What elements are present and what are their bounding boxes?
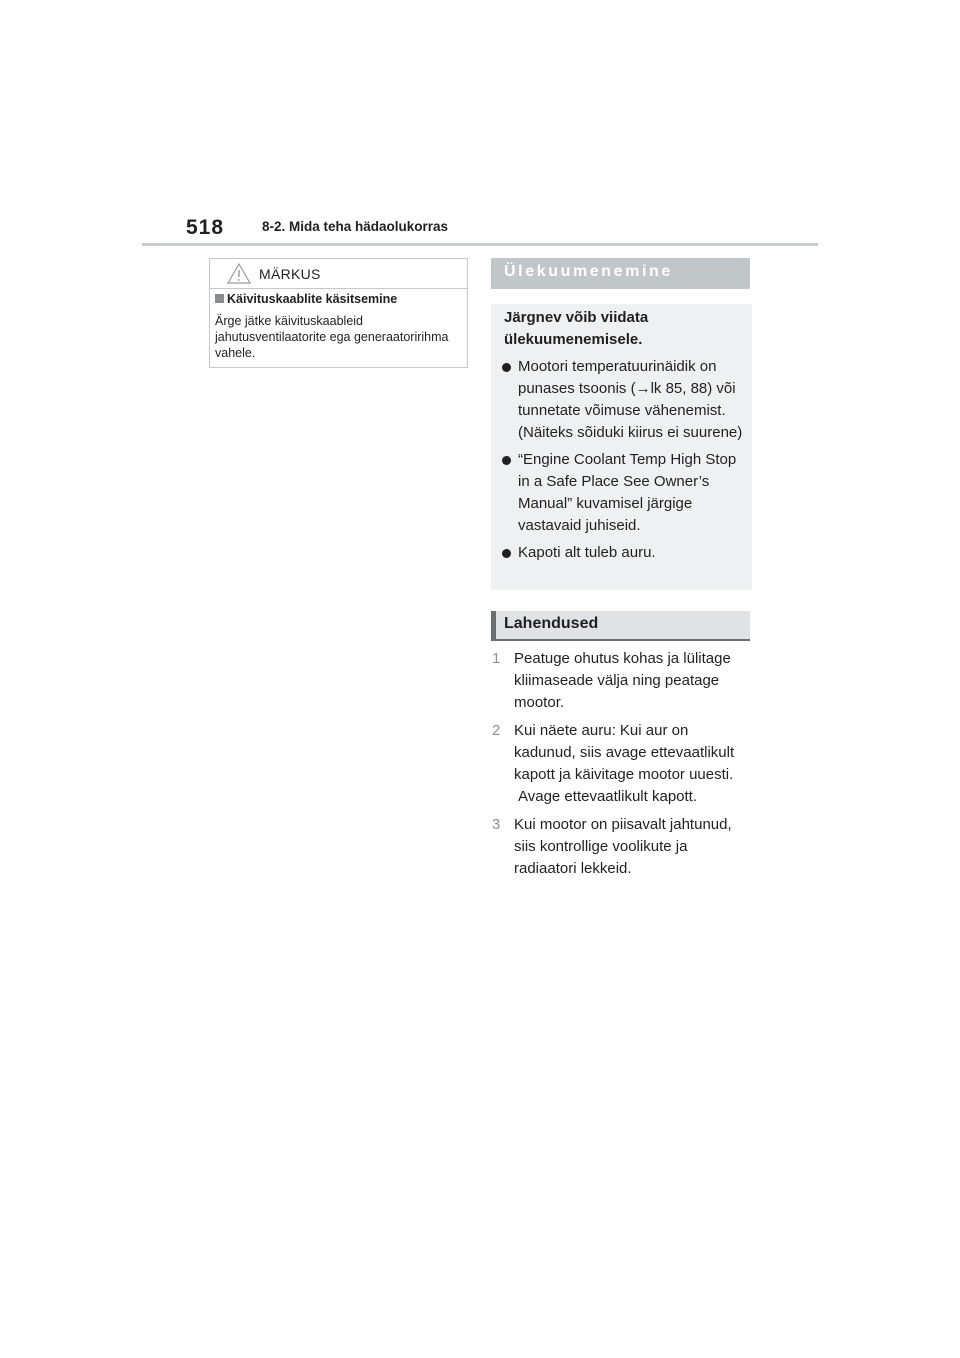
overheating-info-box: [491, 304, 752, 590]
overheating-intro: Järgnev võib viidata ülekuumenemisele.: [504, 309, 649, 348]
step-number: 3: [492, 816, 501, 833]
step-number: 2: [492, 722, 501, 739]
notice-subheading-text: Käivituskaablite käsitsemine: [227, 292, 398, 306]
list-item: [500, 449, 748, 537]
section-title: 8-2. Mida teha hädaolukorras: [262, 219, 449, 234]
header-divider: [142, 243, 818, 246]
list-item-text: Kapoti alt tuleb auru.: [518, 544, 656, 561]
step-number: 1: [492, 650, 501, 667]
notice-subheading: [215, 292, 397, 306]
notice-box: [209, 258, 468, 368]
step-item: [491, 720, 753, 808]
page-number: 518: [186, 216, 225, 239]
list-item-text: Mootori temperatuurinäidik on punases tsoonis (→lk 85, 88) või tunnetate võimuse vähenemist. (Näiteks sõiduki kiirus ei suurene): [518, 358, 743, 441]
step-item: [491, 648, 753, 714]
list-item: [500, 542, 748, 564]
bullet-icon: [502, 549, 511, 558]
step-text: Kui mootor on piisavalt jahtunud, siis kontrollige voolikute ja radiaatori lekkeid.: [514, 816, 732, 877]
step-item: [491, 814, 753, 880]
notice-title: MÄRKUS: [259, 266, 321, 282]
notice-header: [210, 259, 467, 289]
step-text: Kui näete auru: Kui aur on kadunud, siis avage ettevaatlikult kapott ja käivitage mootor uuesti.: [514, 722, 735, 783]
bullet-icon: [502, 363, 511, 372]
overheating-title: Ülekuumenemine: [504, 263, 673, 280]
solutions-title: Lahendused: [504, 615, 599, 632]
overheating-header: [491, 258, 750, 289]
list-item: [500, 356, 748, 444]
solutions-step-list: [491, 648, 753, 886]
overheating-symptom-list: [500, 356, 748, 569]
solutions-header: [491, 611, 750, 641]
square-bullet-icon: [215, 294, 224, 303]
step-subtext: Avage ettevaatlikult kapott.: [518, 788, 698, 805]
notice-body: Ärge jätke käivituskaableid jahutusventilaatorite ega generaatoririhma vahele.: [215, 314, 449, 360]
list-item-text: “Engine Coolant Temp High Stop in a Safe Place See Owner’s Manual” kuvamisel järgige vastavaid juhiseid.: [518, 451, 737, 534]
step-text: Peatuge ohutus kohas ja lülitage kliimaseade välja ning peatage mootor.: [514, 650, 731, 711]
bullet-icon: [502, 456, 511, 465]
warning-icon: [227, 263, 251, 284]
